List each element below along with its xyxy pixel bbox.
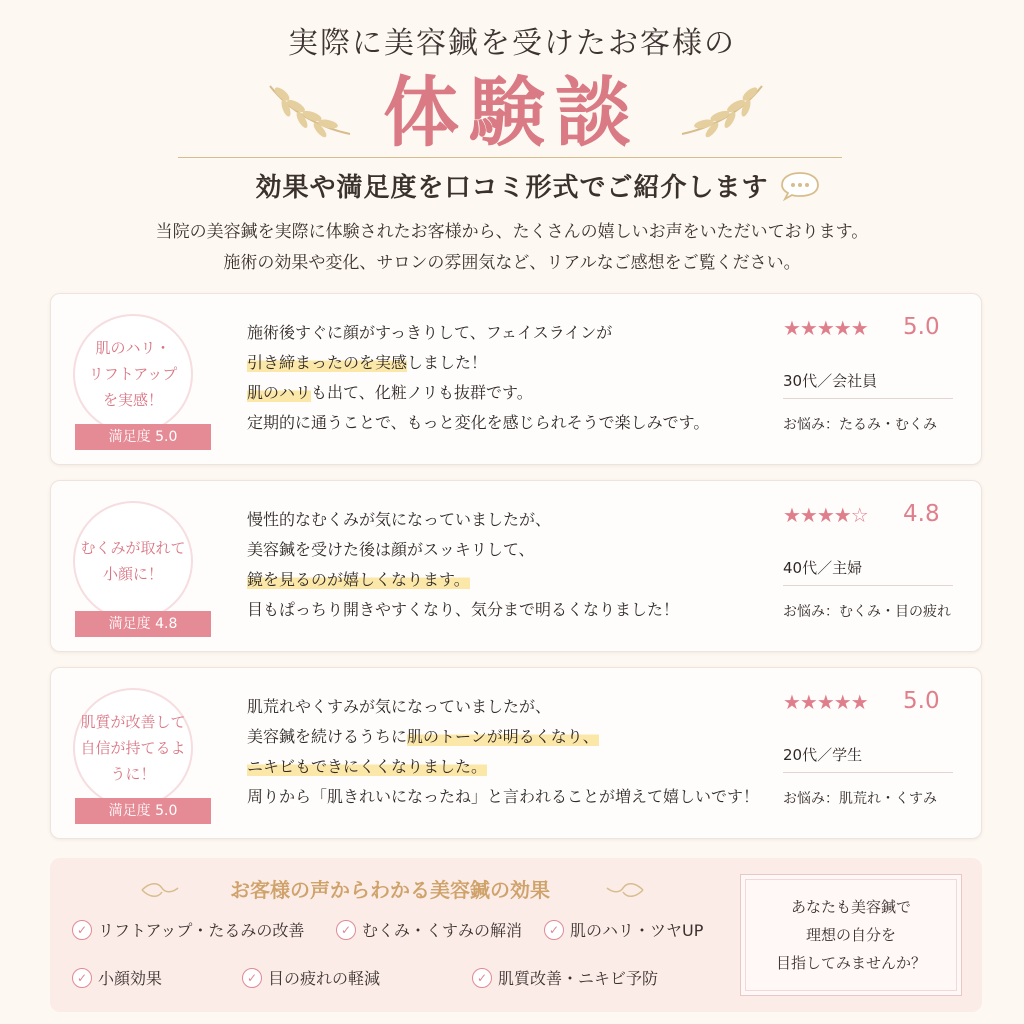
star-rating-icon: ★★★★☆: [783, 503, 868, 527]
highlighted-text: 引き締まったのを実感: [247, 353, 408, 372]
benefit-item: [544, 918, 703, 941]
cta-text: [776, 893, 926, 977]
badge-line: リフトアップ: [88, 365, 178, 383]
reviewer-profile: 20代／学生: [783, 746, 863, 764]
benefit-item: [72, 918, 304, 941]
cta-line: 目指してみませんか？: [775, 954, 926, 972]
benefit-label: 目の疲れの軽減: [268, 969, 381, 988]
review-line: [247, 505, 767, 535]
review-text-segment: 美容鍼を受けた後は顔がスッキリして、: [247, 540, 535, 559]
review-card: [50, 667, 982, 839]
review-text-segment: しました！: [407, 353, 488, 372]
check-icon: ✓: [72, 920, 92, 940]
badge-text: [79, 709, 187, 787]
highlighted-text: 肌のトーンが明るくなり、: [407, 727, 599, 746]
rating-score: 5.0: [903, 314, 940, 340]
review-line: [247, 752, 767, 782]
review-badge: [73, 501, 193, 621]
check-icon: ✓: [544, 920, 564, 940]
profile-divider: [783, 585, 953, 586]
page-subtitle: 実際に美容鍼を受けたお客様の: [288, 26, 736, 61]
intro-line: 当院の美容鍼を実際に体験されたお客様から、たくさんの嬉しいお声をいただいております。: [155, 222, 869, 242]
rating: [783, 690, 963, 720]
review-line: [247, 348, 767, 378]
benefit-label: 肌質改善・ニキビ予防: [498, 969, 659, 988]
check-icon: ✓: [72, 968, 92, 988]
profile-divider: [783, 772, 953, 773]
satisfaction-label: 満足度 5.0: [75, 798, 211, 824]
intro-line: 施術の効果や変化、サロンの雰囲気など、リアルなご感想をご覧ください。: [223, 253, 801, 273]
benefit-item: [472, 966, 658, 989]
benefit-label: 肌のハリ・ツヤUP: [570, 921, 704, 940]
review-text: [247, 318, 767, 438]
check-icon: ✓: [472, 968, 492, 988]
effects-summary: [50, 858, 982, 1012]
flourish-right-icon: [605, 880, 645, 900]
benefit-label: むくみ・くすみの解消: [362, 921, 523, 940]
review-line: [247, 535, 767, 565]
satisfaction-label: 満足度 5.0: [75, 424, 211, 450]
review-line: [247, 408, 767, 438]
review-text-segment: 肌荒れやくすみが気になっていましたが、: [247, 697, 552, 716]
review-text-segment: も出て、化粧ノリも抜群です。: [311, 383, 533, 402]
review-line: [247, 318, 767, 348]
rating: [783, 503, 963, 533]
review-line: [247, 692, 767, 722]
reviewer-profile: 40代／主婦: [783, 559, 863, 577]
highlighted-text: 肌のハリ: [247, 383, 312, 402]
badge-line: を実感！: [102, 391, 163, 409]
review-text-segment: 周りから「肌きれいになったね」と言われることが増えて嬉しいです！: [247, 787, 760, 806]
reviewer-concern: お悩み：たるみ・むくみ: [783, 417, 937, 433]
benefit-item: [336, 918, 522, 941]
badge-text: [79, 535, 187, 587]
review-text-segment: 目もぱっちり開きやすくなり、気分まで明るくなりました！: [247, 600, 680, 619]
cta-box: [740, 874, 962, 996]
profile-divider: [783, 398, 953, 399]
review-line: [247, 595, 767, 625]
badge-line: 肌のハリ・: [95, 339, 171, 357]
badge-line: 小顔に！: [102, 565, 163, 583]
badge-line: 自信が持てるように！: [80, 739, 186, 783]
review-card: [50, 293, 982, 465]
summary-title: お客様の声からわかる美容鍼の効果: [230, 878, 550, 902]
highlighted-text: 鏡を見るのが嬉しくなります。: [247, 570, 470, 589]
review-text-segment: 定期的に通うことで、もっと変化を感じられそうで楽しみです。: [247, 413, 710, 432]
check-icon: ✓: [336, 920, 356, 940]
laurel-right-icon: [680, 78, 770, 138]
review-card: [50, 480, 982, 652]
cta-line: 理想の自分を: [805, 926, 896, 944]
review-text: [247, 505, 767, 625]
reviewer-profile: 30代／会社員: [783, 372, 878, 390]
review-badge: [73, 314, 193, 434]
speech-bubble-icon: [780, 170, 820, 202]
satisfaction-label: 満足度 4.8: [75, 611, 211, 637]
rating-score: 4.8: [903, 501, 940, 527]
rating: [783, 316, 963, 346]
tagline: 効果や満足度を口コミ形式でご紹介します: [255, 173, 769, 203]
review-line: [247, 782, 767, 812]
highlighted-text: ニキビもできにくくなりました。: [247, 757, 488, 776]
page-title: 体験談: [383, 68, 641, 157]
review-line: [247, 378, 767, 408]
reviewer-concern: お悩み：むくみ・目の疲れ: [783, 604, 951, 620]
review-text: [247, 692, 767, 812]
rating-score: 5.0: [903, 688, 940, 714]
review-badge: [73, 688, 193, 808]
badge-line: むくみが取れて: [80, 539, 186, 557]
badge-line: 肌質が改善して: [80, 713, 186, 731]
star-rating-icon: ★★★★★: [783, 316, 868, 340]
cta-line: あなたも美容鍼で: [790, 898, 911, 916]
benefit-label: リフトアップ・たるみの改善: [98, 921, 305, 940]
review-line: [247, 565, 767, 595]
review-text-segment: 美容鍼を続けるうちに: [247, 727, 408, 746]
review-text-segment: 施術後すぐに顔がすっきりして、フェイスラインが: [247, 323, 613, 342]
check-icon: ✓: [242, 968, 262, 988]
badge-text: [79, 335, 187, 413]
review-text-segment: 慢性的なむくみが気になっていましたが、: [247, 510, 552, 529]
benefit-label: 小顔効果: [98, 969, 163, 988]
benefit-item: [72, 966, 162, 989]
intro-text: [0, 217, 1024, 279]
title-divider: [178, 157, 842, 158]
benefit-item: [242, 966, 380, 989]
reviewer-concern: お悩み：肌荒れ・くすみ: [783, 791, 937, 807]
review-line: [247, 722, 767, 752]
star-rating-icon: ★★★★★: [783, 690, 868, 714]
